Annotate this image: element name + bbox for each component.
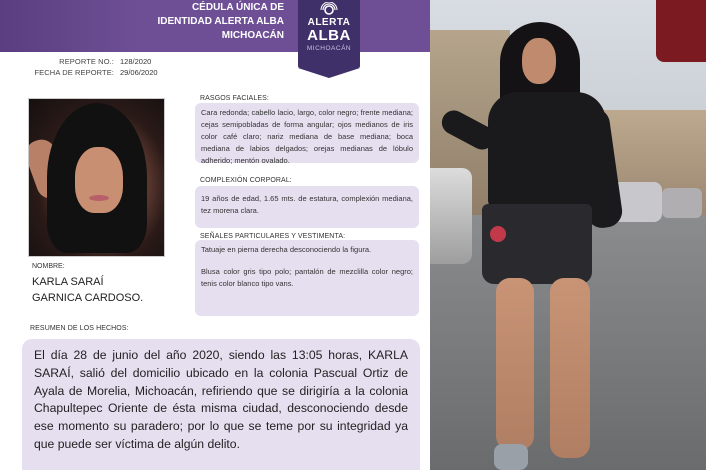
report-number-value: 128/2020 [120,57,152,66]
portrait-photo [28,98,165,257]
summary-label: RESUMEN DE LOS HECHOS: [30,325,129,332]
card-title [114,1,284,43]
summary-panel: El día 28 de junio del año 2020, siendo las 13:05 horas, KARLA SARAÍ, salió del domicilio ubicado en la colonia Pascual Ortiz de Ayala de Morelia, Michoacán, refiriendo que se dirigiría a la colonia Chapultepec Oriente de ésta misma ciudad, desconociendo desde ese momento su paradero; por lo que se teme por su integridad ya que puede ser víctima de algún delito. [22,339,420,470]
logo-text-alba: ALBA [307,27,351,44]
marks-clothing-label: SEÑALES PARTICULARES Y VESTIMENTA: [200,233,346,240]
alerta-alba-logo [298,0,360,68]
report-date-row [22,68,158,77]
card-title-line2: IDENTIDAD ALERTA ALBA [157,16,284,27]
facial-features-label: RASGOS FACIALES: [200,95,269,102]
person-name-line2: GARNICA CARDOSO. [32,292,144,304]
report-date-label: FECHA DE REPORTE: [34,68,114,77]
marks-text: Tatuaje en pierna derecha desconociendo la figura. [201,245,372,254]
report-number-label: REPORTE NO.: [59,57,114,66]
body-complexion-label: COMPLEXIÓN CORPORAL: [200,177,292,184]
logo-text-alerta: ALERTA [307,17,351,28]
report-number-row [22,57,151,66]
card-title-line1: CÉDULA ÚNICA DE [191,2,284,13]
body-complexion-panel: 19 años de edad, 1.65 mts. de estatura, complexión mediana, tez morena clara. [195,186,419,228]
marks-clothing-panel [195,240,419,316]
logo-text-michoacan: MICHOACÁN [306,45,352,52]
full-body-photo [430,0,706,470]
person-name [32,274,143,306]
report-date-value: 29/06/2020 [120,68,158,77]
person-name-line1: KARLA SARAÍ [32,276,104,288]
name-label: NOMBRE: [32,263,65,270]
bell-alert-icon [320,2,338,16]
facial-features-panel: Cara redonda; cabello lacio, largo, color negro; frente mediana; cejas semipobladas de forma angular; ojos medianos de iris color café claro; nariz mediana de base mediana; boca mediana de labios delgados; orejas medianas de lóbulo adherido; mentón ovalado. [195,103,419,163]
clothing-text: Blusa color gris tipo polo; pantalón de mezclilla color negro; tenis color blanco tipo vans. [201,267,413,288]
card-title-line3: MICHOACÁN [221,30,284,41]
